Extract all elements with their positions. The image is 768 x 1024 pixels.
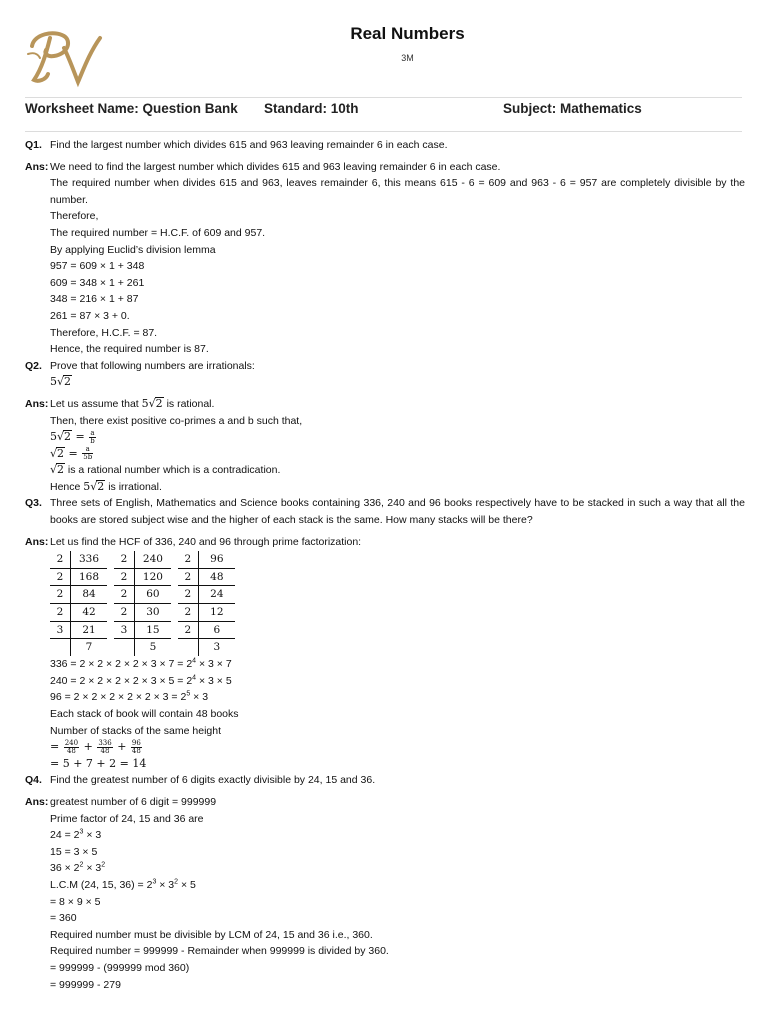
- divisor-cell: 2: [50, 586, 71, 604]
- answer-line: greatest number of 6 digit = 999999: [50, 796, 217, 808]
- answer-line: √2 is a rational number which is a contradication.: [50, 463, 281, 477]
- factor-row: [50, 639, 107, 656]
- factor-row: [114, 604, 171, 622]
- answer-line: We need to find the largest number which divides 615 and 963 leaving remainder 6 in each case.: [50, 160, 501, 173]
- question-text: Find the largest number which divides 615 and 963 leaving remainder 6 in each case.: [50, 139, 448, 151]
- coefficient: 5: [141, 396, 149, 410]
- answer-line: By applying Euclid’s division lemma: [50, 243, 216, 256]
- quotient-cell: 120: [134, 568, 171, 586]
- answer-line: Hence, the required number is 87.: [50, 343, 209, 356]
- answer-line: The required number = H.C.F. of 609 and 957.: [50, 226, 266, 239]
- answer-label: Ans:: [25, 397, 49, 410]
- quotient-cell: 240: [134, 551, 171, 568]
- divisor-cell: 2: [178, 586, 199, 604]
- math-expression: 5√2: [50, 375, 72, 389]
- quotient-cell: 336: [71, 551, 108, 568]
- quotient-cell: 48: [198, 568, 235, 586]
- divider-bottom: [25, 131, 742, 132]
- question-text: Three sets of English, Mathematics and Science books containing 336, 240 and 96 books respectively have to be stacked in such a way that all the books are stored subject wise and the higher of each stack is the same. How many stacks will be there?: [50, 497, 745, 527]
- radicand: 2: [97, 479, 105, 493]
- divider-top: [25, 97, 742, 98]
- factor-row: [50, 551, 107, 568]
- radicand: 2: [57, 463, 65, 477]
- answer-line: The required number when divides 615 and 963, leaves remainder 6, this means 615 - 6 = 609 and 963 - 6 = 957 are completely divisible by the number.: [50, 177, 745, 206]
- text-span: Hence: [50, 480, 84, 493]
- text-span: is rational.: [163, 397, 215, 410]
- divisor-cell: 2: [114, 568, 135, 586]
- divisor-cell: [114, 639, 135, 656]
- factor-table-336: [50, 551, 107, 656]
- text-span: is irrational.: [105, 480, 162, 493]
- answer-line: Required number must be divisible by LCM of 24, 15 and 36 i.e., 360.: [50, 928, 373, 941]
- answer-line: $96 = 2 \times 2 \times 2 \times 2 \times 2 \times 3 = 2^5 \times 3$: [50, 690, 209, 704]
- question-label: Q4.: [25, 774, 42, 787]
- question-2: [25, 358, 745, 391]
- answer-line: = 8 × 9 × 5: [50, 895, 101, 908]
- factor-row: [178, 568, 235, 586]
- answer-line: 261 = 87 × 3 + 0.: [50, 309, 130, 322]
- factor-row: [114, 639, 171, 656]
- standard-label: Standard: 10th: [264, 101, 359, 116]
- fraction: $\frac{a}{5b}$: [83, 445, 93, 462]
- quotient-cell: 84: [71, 586, 108, 604]
- quotient-cell: 42: [71, 604, 108, 622]
- prime-factorization-tables: [25, 551, 745, 653]
- quotient-cell: 3: [213, 641, 221, 654]
- answer-4: [25, 794, 745, 993]
- divisor-cell: 2: [50, 604, 71, 622]
- divisor-cell: [50, 639, 71, 656]
- answer-line: $36 \times 2^2 \times 3^2$: [50, 861, 106, 875]
- answer-line: Therefore,: [50, 210, 99, 223]
- answer-line: Number of stacks of the same height: [50, 724, 221, 737]
- equals-sign: =: [75, 430, 85, 444]
- answer-line: $240 = 2 \times 2 \times 2 \times 2 \times 3 \times 5 = 2^4 \times 3 \times 5$: [50, 674, 232, 687]
- divisor-cell: 3: [50, 621, 71, 639]
- answer-3: [25, 534, 745, 551]
- coefficient: 5: [50, 430, 57, 444]
- quotient-cell: 21: [71, 621, 108, 639]
- subject-label: Subject: Mathematics: [503, 101, 642, 116]
- factor-row: [50, 568, 107, 586]
- coefficient: 5: [50, 375, 57, 389]
- worksheet-name: Worksheet Name: Question Bank: [25, 101, 238, 116]
- answer-line: Let us find the HCF of 336, 240 and 96 through prime factorization:: [50, 535, 362, 548]
- math-expression: √2 = $\frac{a}{5b}$: [50, 445, 93, 462]
- answer-line: Prime factor of 24, 15 and 36 are: [50, 812, 204, 825]
- quotient-cell: 15: [134, 621, 171, 639]
- radicand: 2: [64, 375, 72, 389]
- factor-table-96: [178, 551, 235, 656]
- marks-label: 3M: [401, 53, 414, 63]
- divisor-cell: 2: [178, 621, 199, 639]
- factor-row: [178, 604, 235, 622]
- quotient-cell: 30: [134, 604, 171, 622]
- answer-line: L.C.M (24, 15, $36) = 2^3 \times 3^2 \times 5$: [50, 878, 196, 891]
- factor-row: [50, 586, 107, 604]
- radicand: 2: [57, 446, 65, 460]
- answer-line: 609 = 348 × 1 + 261: [50, 276, 145, 289]
- answer-2: [25, 396, 745, 496]
- quotient-cell: 7: [85, 641, 93, 654]
- quotient-cell: 168: [71, 568, 108, 586]
- text-span: Let us assume that: [50, 397, 142, 410]
- divisor-cell: 2: [114, 551, 135, 568]
- question-4: [25, 772, 745, 789]
- math-expression: 5√2 = $\frac{a}{b}$: [50, 428, 95, 445]
- answer-label: Ans:: [25, 160, 49, 173]
- factor-table-240: [114, 551, 171, 656]
- factor-row: [178, 586, 235, 604]
- question-label: Q1.: [25, 139, 42, 151]
- answer-line: = 999999 - 279: [50, 978, 121, 991]
- answer-line: Hence 5√2 is irrational.: [50, 479, 162, 493]
- divisor-cell: 2: [114, 604, 135, 622]
- brand-logo: [24, 24, 104, 88]
- factor-row: [114, 586, 171, 604]
- answer-line: $24 = 2^3 \times 3$: [50, 828, 102, 842]
- quotient-cell: 12: [198, 604, 235, 622]
- question-1: [25, 137, 745, 154]
- divisor-cell: 2: [178, 551, 199, 568]
- question-label: Q3.: [25, 497, 42, 510]
- question-text: Prove that following numbers are irrationals:: [50, 359, 255, 372]
- factor-row: [114, 621, 171, 639]
- math-expression: = $\frac{240}{48}$ + $\frac{336}{48}$ + $\frac{96}{48}$: [50, 738, 141, 755]
- answer-line: = 999999 - (999999 mod 360): [50, 961, 190, 974]
- question-text: Find the greatest number of 6 digits exactly divisible by 24, 15 and 36.: [50, 774, 376, 787]
- factor-row: [178, 551, 235, 568]
- answer-label: Ans:: [25, 535, 49, 548]
- text-span: is a rational number which is a contradication.: [65, 464, 281, 477]
- answer-line: 15 = 3 × 5: [50, 845, 98, 858]
- question-3: [25, 495, 745, 528]
- quotient-cell: 96: [198, 551, 235, 568]
- answer-line: Let us assume that 5√2 is rational.: [50, 396, 215, 410]
- answer-3-cont: [25, 656, 745, 772]
- factor-row: [178, 639, 235, 656]
- divisor-cell: 2: [50, 551, 71, 568]
- radicand: 2: [64, 430, 72, 444]
- equals-sign: =: [68, 446, 78, 460]
- divisor-cell: 2: [114, 586, 135, 604]
- question-label: Q2.: [25, 359, 42, 372]
- answer-label: Ans:: [25, 796, 49, 808]
- fraction: $\frac{a}{b}$: [90, 428, 95, 445]
- divisor-cell: 2: [178, 568, 199, 586]
- answer-line: Each stack of book will contain 48 books: [50, 708, 239, 721]
- divisor-cell: 2: [50, 568, 71, 586]
- factor-row: [50, 621, 107, 639]
- divisor-cell: 3: [114, 621, 135, 639]
- math-expression: = 5 + 7 + 2 = 14: [50, 756, 147, 770]
- answer-1: [25, 159, 745, 358]
- question-content: [25, 137, 745, 993]
- answer-line: Required number = 999999 - Remainder when 999999 is divided by 360.: [50, 945, 389, 958]
- answer-line: = 360: [50, 912, 77, 925]
- factor-row: [114, 568, 171, 586]
- answer-line: Then, there exist positive co-primes a and b such that,: [50, 414, 303, 427]
- quotient-cell: 60: [134, 586, 171, 604]
- answer-line: Therefore, H.C.F. = 87.: [50, 326, 158, 339]
- factor-row: [114, 551, 171, 568]
- page-title: Real Numbers: [350, 24, 465, 43]
- quotient-cell: 5: [149, 641, 157, 654]
- divisor-cell: [178, 639, 199, 656]
- coefficient: 5: [83, 479, 91, 493]
- answer-line: 957 = 609 × 1 + 348: [50, 260, 145, 273]
- divisor-cell: 2: [178, 604, 199, 622]
- factor-row: [178, 621, 235, 639]
- radicand: 2: [155, 396, 163, 410]
- answer-line: 348 = 216 × 1 + 87: [50, 293, 139, 306]
- answer-line: $336 = 2 \times 2 \times 2 \times 2 \times 3 \times 7 = 2^4 \times 3 \times 7$: [50, 657, 232, 671]
- quotient-cell: 24: [198, 586, 235, 604]
- factor-row: [50, 604, 107, 622]
- quotient-cell: 6: [198, 621, 235, 639]
